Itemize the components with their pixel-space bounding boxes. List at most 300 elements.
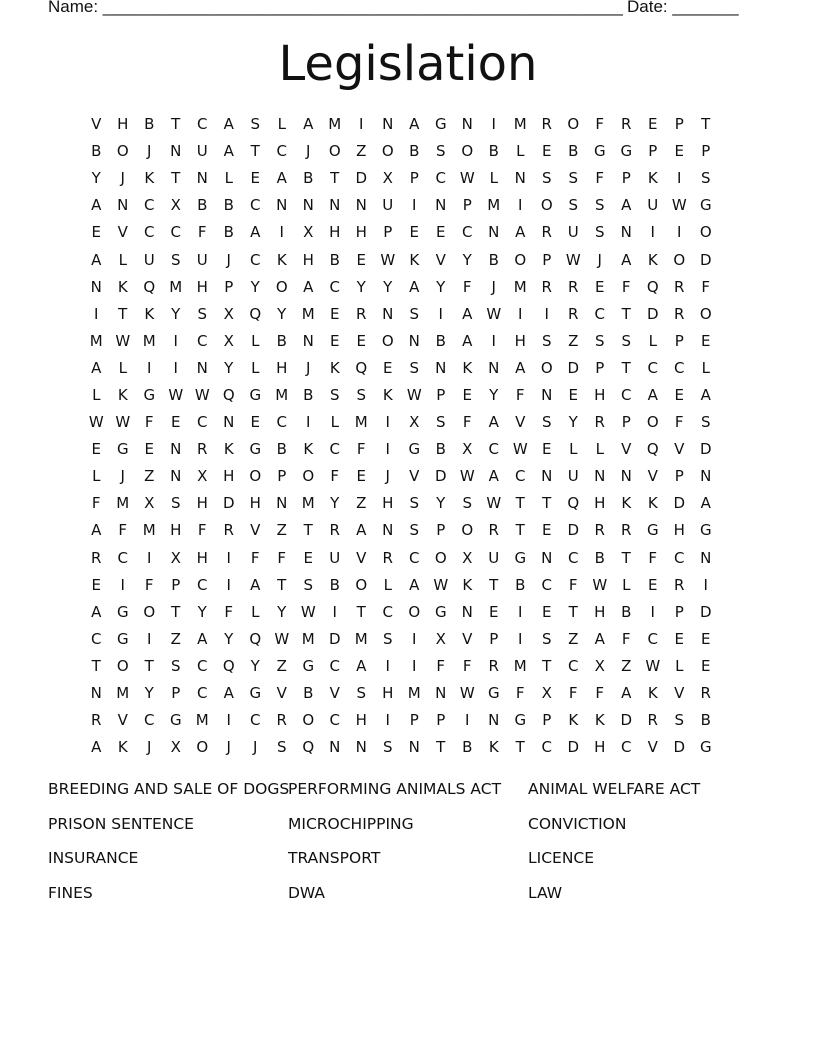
grid-letter[interactable]: S [382,629,393,648]
grid-letter[interactable]: C [197,413,208,432]
grid-letter[interactable]: C [541,738,552,757]
grid-letter[interactable]: H [594,385,606,404]
grid-letter[interactable]: G [302,656,315,675]
grid-letter[interactable]: G [249,684,262,703]
grid-letter[interactable]: R [488,521,499,540]
grid-letter[interactable]: Z [276,521,287,540]
grid-letter[interactable]: F [144,575,154,594]
grid-letter[interactable]: M [354,413,368,432]
grid-letter[interactable]: A [621,684,632,703]
grid-letter[interactable]: S [409,358,420,377]
grid-letter[interactable]: O [249,467,262,486]
grid-letter[interactable]: S [276,738,287,757]
grid-letter[interactable]: E [462,385,472,404]
grid-letter[interactable]: J [385,467,390,486]
grid-letter[interactable]: S [409,494,420,513]
grid-letter[interactable]: B [329,250,340,269]
grid-letter[interactable]: N [329,738,341,757]
grid-letter[interactable]: A [356,521,367,540]
grid-letter[interactable]: S [568,196,579,215]
grid-letter[interactable]: E [436,223,446,242]
grid-letter[interactable]: T [621,358,631,377]
grid-letter[interactable]: L [516,142,525,161]
grid-letter[interactable]: L [251,602,260,621]
grid-letter[interactable]: I [518,629,523,648]
grid-letter[interactable]: C [329,440,340,459]
grid-letter[interactable]: I [650,223,655,242]
grid-letter[interactable]: C [568,548,579,567]
grid-letter[interactable]: I [147,358,152,377]
grid-letter[interactable]: O [408,602,421,621]
grid-letter[interactable]: T [621,548,631,567]
grid-letter[interactable]: H [223,467,235,486]
grid-letter[interactable]: N [276,196,288,215]
grid-letter[interactable]: B [488,142,499,161]
grid-letter[interactable]: Y [277,304,287,323]
grid-letter[interactable]: C [329,656,340,675]
grid-letter[interactable]: X [462,548,473,567]
grid-letter[interactable]: D [699,602,712,621]
grid-letter[interactable]: L [675,656,684,675]
grid-letter[interactable]: C [329,277,340,296]
grid-letter[interactable]: B [435,440,446,459]
grid-letter[interactable]: U [567,223,579,242]
grid-letter[interactable]: A [621,196,632,215]
grid-letter[interactable]: W [194,385,210,404]
grid-letter[interactable]: K [647,250,658,269]
grid-letter[interactable]: S [700,413,711,432]
grid-letter[interactable]: P [701,142,711,161]
grid-letter[interactable]: O [699,223,712,242]
grid-letter[interactable]: P [674,331,684,350]
grid-letter[interactable]: D [699,440,712,459]
grid-letter[interactable]: N [170,440,182,459]
grid-letter[interactable]: O [116,656,129,675]
grid-letter[interactable]: C [462,223,473,242]
grid-letter[interactable]: V [515,413,526,432]
grid-letter[interactable]: C [197,575,208,594]
grid-letter[interactable]: Q [222,656,235,675]
grid-letter[interactable]: M [354,629,368,648]
grid-letter[interactable]: J [306,142,311,161]
grid-letter[interactable]: N [408,738,420,757]
grid-letter[interactable]: A [488,467,499,486]
grid-letter[interactable]: E [489,602,499,621]
grid-letter[interactable]: C [488,440,499,459]
grid-letter[interactable]: I [518,602,523,621]
grid-letter[interactable]: P [436,711,446,730]
grid-letter[interactable]: G [143,385,156,404]
grid-letter[interactable]: Y [383,277,393,296]
grid-letter[interactable]: L [118,358,127,377]
grid-letter[interactable]: M [195,711,209,730]
grid-letter[interactable]: Z [170,629,181,648]
grid-letter[interactable]: S [621,331,632,350]
grid-letter[interactable]: Q [355,358,368,377]
grid-letter[interactable]: S [409,304,420,323]
grid-letter[interactable]: O [461,142,474,161]
grid-letter[interactable]: X [303,223,314,242]
grid-letter[interactable]: B [303,684,314,703]
grid-letter[interactable]: I [412,656,417,675]
grid-letter[interactable]: O [673,250,686,269]
grid-letter[interactable]: E [674,629,684,648]
grid-letter[interactable]: R [541,223,552,242]
grid-letter[interactable]: M [142,521,156,540]
grid-letter[interactable]: O [461,521,474,540]
grid-letter[interactable]: I [226,575,231,594]
grid-letter[interactable]: K [382,385,393,404]
grid-letter[interactable]: F [515,684,525,703]
grid-letter[interactable]: Y [568,413,578,432]
grid-letter[interactable]: R [568,277,579,296]
grid-letter[interactable]: M [142,331,156,350]
grid-letter[interactable]: S [197,304,208,323]
grid-letter[interactable]: A [91,250,102,269]
grid-letter[interactable]: A [409,575,420,594]
grid-letter[interactable]: C [197,331,208,350]
grid-letter[interactable]: N [170,467,182,486]
grid-letter[interactable]: L [251,331,260,350]
grid-letter[interactable]: C [197,684,208,703]
grid-letter[interactable]: K [594,711,605,730]
grid-letter[interactable]: B [144,115,155,134]
grid-letter[interactable]: T [171,115,181,134]
grid-letter[interactable]: T [568,602,578,621]
grid-letter[interactable]: T [515,738,525,757]
grid-letter[interactable]: L [224,169,233,188]
grid-letter[interactable]: F [515,385,525,404]
grid-letter[interactable]: O [328,142,341,161]
grid-letter[interactable]: O [355,575,368,594]
grid-letter[interactable]: T [277,575,287,594]
grid-letter[interactable]: C [91,629,102,648]
grid-letter[interactable]: D [567,521,580,540]
grid-letter[interactable]: Q [646,277,659,296]
grid-letter[interactable]: M [301,629,315,648]
grid-letter[interactable]: B [462,738,473,757]
grid-letter[interactable]: N [355,738,367,757]
grid-letter[interactable]: N [488,223,500,242]
grid-letter[interactable]: I [518,304,523,323]
grid-letter[interactable]: O [514,250,527,269]
grid-letter[interactable]: L [622,575,631,594]
grid-letter[interactable]: F [197,521,207,540]
grid-letter[interactable]: N [90,277,102,296]
grid-letter[interactable]: E [648,115,658,134]
grid-letter[interactable]: F [462,413,472,432]
grid-letter[interactable]: G [699,196,712,215]
grid-letter[interactable]: A [462,331,473,350]
grid-letter[interactable]: T [171,602,181,621]
grid-letter[interactable]: Y [356,277,366,296]
grid-letter[interactable]: L [277,115,286,134]
grid-letter[interactable]: H [196,548,208,567]
grid-letter[interactable]: F [250,548,260,567]
grid-letter[interactable]: G [116,440,129,459]
grid-letter[interactable]: S [541,629,552,648]
grid-letter[interactable]: E [701,331,711,350]
grid-letter[interactable]: N [355,196,367,215]
grid-letter[interactable]: W [459,467,475,486]
grid-letter[interactable]: S [356,385,367,404]
grid-letter[interactable]: L [595,440,604,459]
grid-letter[interactable]: E [356,250,366,269]
grid-letter[interactable]: N [488,711,500,730]
grid-letter[interactable]: P [621,413,631,432]
grid-letter[interactable]: R [647,711,658,730]
grid-letter[interactable]: T [250,142,260,161]
grid-letter[interactable]: R [568,304,579,323]
grid-letter[interactable]: I [359,115,364,134]
grid-letter[interactable]: C [647,358,658,377]
grid-letter[interactable]: B [223,196,234,215]
grid-letter[interactable]: V [117,223,128,242]
grid-letter[interactable]: T [489,575,499,594]
grid-letter[interactable]: O [275,277,288,296]
grid-letter[interactable]: B [700,711,711,730]
grid-letter[interactable]: L [383,575,392,594]
grid-letter[interactable]: Y [224,629,234,648]
grid-letter[interactable]: Y [277,602,287,621]
grid-letter[interactable]: A [197,629,208,648]
grid-letter[interactable]: H [276,358,288,377]
grid-letter[interactable]: C [250,196,261,215]
grid-letter[interactable]: E [595,277,605,296]
grid-letter[interactable]: E [330,304,340,323]
grid-letter[interactable]: Y [250,656,260,675]
grid-letter[interactable]: P [542,711,552,730]
grid-letter[interactable]: N [435,684,447,703]
grid-letter[interactable]: H [594,494,606,513]
grid-letter[interactable]: N [461,115,473,134]
grid-letter[interactable]: D [699,250,712,269]
grid-letter[interactable]: Q [646,440,659,459]
grid-letter[interactable]: K [303,440,314,459]
grid-letter[interactable]: C [674,548,685,567]
grid-letter[interactable]: P [621,169,631,188]
grid-letter[interactable]: D [222,494,235,513]
grid-letter[interactable]: O [196,738,209,757]
grid-letter[interactable]: I [438,304,443,323]
grid-letter[interactable]: Q [302,738,315,757]
grid-letter[interactable]: I [120,575,125,594]
grid-letter[interactable]: V [462,629,473,648]
grid-letter[interactable]: R [356,304,367,323]
grid-letter[interactable]: W [512,440,528,459]
grid-letter[interactable]: K [144,304,155,323]
grid-letter[interactable]: F [595,684,605,703]
grid-letter[interactable]: N [620,467,632,486]
grid-letter[interactable]: W [459,684,475,703]
date-field[interactable]: Date: _______ [627,0,739,16]
grid-letter[interactable]: X [462,440,473,459]
grid-letter[interactable]: M [487,196,501,215]
grid-letter[interactable]: W [486,304,502,323]
grid-letter[interactable]: L [701,358,710,377]
grid-letter[interactable]: F [91,494,101,513]
grid-letter[interactable]: B [91,142,102,161]
grid-letter[interactable]: U [329,548,341,567]
grid-letter[interactable]: M [407,684,421,703]
grid-letter[interactable]: F [197,223,207,242]
grid-letter[interactable]: Y [224,358,234,377]
grid-letter[interactable]: B [303,385,314,404]
grid-letter[interactable]: S [594,196,605,215]
grid-letter[interactable]: I [173,358,178,377]
grid-letter[interactable]: Y [144,684,154,703]
grid-letter[interactable]: N [435,358,447,377]
grid-letter[interactable]: E [356,467,366,486]
grid-letter[interactable]: K [144,169,155,188]
grid-letter[interactable]: W [486,494,502,513]
grid-letter[interactable]: Y [436,277,446,296]
grid-letter[interactable]: R [223,521,234,540]
grid-letter[interactable]: H [594,602,606,621]
grid-letter[interactable]: P [171,575,181,594]
grid-letter[interactable]: N [276,494,288,513]
grid-letter[interactable]: V [250,521,261,540]
grid-letter[interactable]: Z [568,331,579,350]
grid-letter[interactable]: W [433,575,449,594]
grid-letter[interactable]: J [147,142,152,161]
grid-letter[interactable]: C [144,223,155,242]
grid-letter[interactable]: P [674,115,684,134]
grid-letter[interactable]: V [409,467,420,486]
grid-letter[interactable]: A [223,115,234,134]
grid-letter[interactable]: S [568,169,579,188]
grid-letter[interactable]: A [700,494,711,513]
grid-letter[interactable]: N [541,467,553,486]
grid-letter[interactable]: V [276,684,287,703]
grid-letter[interactable]: T [621,304,631,323]
grid-letter[interactable]: P [383,223,393,242]
grid-letter[interactable]: A [223,684,234,703]
grid-letter[interactable]: O [699,304,712,323]
grid-letter[interactable]: G [514,711,527,730]
grid-letter[interactable]: A [303,115,314,134]
grid-letter[interactable]: F [621,277,631,296]
grid-letter[interactable]: A [409,115,420,134]
grid-letter[interactable]: I [412,629,417,648]
grid-letter[interactable]: O [143,602,156,621]
grid-letter[interactable]: F [595,115,605,134]
grid-letter[interactable]: E [648,575,658,594]
grid-letter[interactable]: T [303,521,313,540]
grid-letter[interactable]: A [462,304,473,323]
grid-letter[interactable]: F [330,467,340,486]
grid-letter[interactable]: B [594,548,605,567]
grid-letter[interactable]: C [409,548,420,567]
grid-letter[interactable]: H [594,738,606,757]
grid-letter[interactable]: X [223,304,234,323]
grid-letter[interactable]: W [565,250,581,269]
grid-letter[interactable]: N [700,467,712,486]
grid-letter[interactable]: A [515,358,526,377]
grid-letter[interactable]: Z [356,494,367,513]
grid-letter[interactable]: G [169,711,182,730]
grid-letter[interactable]: E [303,548,313,567]
grid-letter[interactable]: K [488,738,499,757]
grid-letter[interactable]: K [117,385,128,404]
grid-letter[interactable]: H [355,223,367,242]
grid-letter[interactable]: C [170,223,181,242]
grid-letter[interactable]: F [648,548,658,567]
grid-letter[interactable]: F [462,656,472,675]
grid-letter[interactable]: W [459,169,475,188]
grid-letter[interactable]: A [276,169,287,188]
grid-letter[interactable]: N [461,602,473,621]
grid-letter[interactable]: U [567,467,579,486]
grid-letter[interactable]: I [703,575,708,594]
grid-letter[interactable]: H [170,521,182,540]
grid-letter[interactable]: E [171,413,181,432]
grid-letter[interactable]: R [91,711,102,730]
grid-letter[interactable]: V [647,467,658,486]
grid-letter[interactable]: T [118,304,128,323]
grid-letter[interactable]: N [196,358,208,377]
grid-letter[interactable]: E [542,602,552,621]
grid-letter[interactable]: V [356,548,367,567]
grid-letter[interactable]: A [223,142,234,161]
grid-letter[interactable]: S [541,169,552,188]
grid-letter[interactable]: L [330,413,339,432]
grid-letter[interactable]: R [621,115,632,134]
grid-letter[interactable]: G [487,684,500,703]
grid-letter[interactable]: G [699,738,712,757]
grid-letter[interactable]: A [356,656,367,675]
grid-letter[interactable]: G [408,440,421,459]
grid-letter[interactable]: K [647,684,658,703]
grid-letter[interactable]: S [594,331,605,350]
grid-letter[interactable]: O [381,142,394,161]
grid-letter[interactable]: V [647,738,658,757]
grid-letter[interactable]: K [117,738,128,757]
grid-letter[interactable]: B [276,440,287,459]
grid-letter[interactable]: Y [489,385,499,404]
grid-letter[interactable]: N [302,331,314,350]
grid-letter[interactable]: E [91,223,101,242]
grid-letter[interactable]: H [673,521,685,540]
grid-letter[interactable]: D [355,169,368,188]
grid-letter[interactable]: S [541,413,552,432]
grid-letter[interactable]: E [701,629,711,648]
grid-letter[interactable]: N [170,142,182,161]
grid-letter[interactable]: T [515,521,525,540]
grid-letter[interactable]: F [224,602,234,621]
grid-letter[interactable]: J [120,467,125,486]
grid-letter[interactable]: N [435,196,447,215]
grid-letter[interactable]: B [515,575,526,594]
grid-letter[interactable]: X [541,684,552,703]
grid-letter[interactable]: Y [436,494,446,513]
grid-letter[interactable]: N [488,358,500,377]
grid-letter[interactable]: G [699,521,712,540]
grid-letter[interactable]: I [173,331,178,350]
grid-letter[interactable]: E [144,440,154,459]
grid-letter[interactable]: M [513,115,527,134]
grid-letter[interactable]: A [91,521,102,540]
grid-letter[interactable]: C [144,196,155,215]
grid-letter[interactable]: A [647,385,658,404]
grid-letter[interactable]: P [277,467,287,486]
grid-letter[interactable]: A [700,385,711,404]
grid-letter[interactable]: I [491,331,496,350]
grid-letter[interactable]: K [462,358,473,377]
grid-letter[interactable]: X [170,196,181,215]
grid-letter[interactable]: U [143,250,155,269]
grid-letter[interactable]: E [250,413,260,432]
